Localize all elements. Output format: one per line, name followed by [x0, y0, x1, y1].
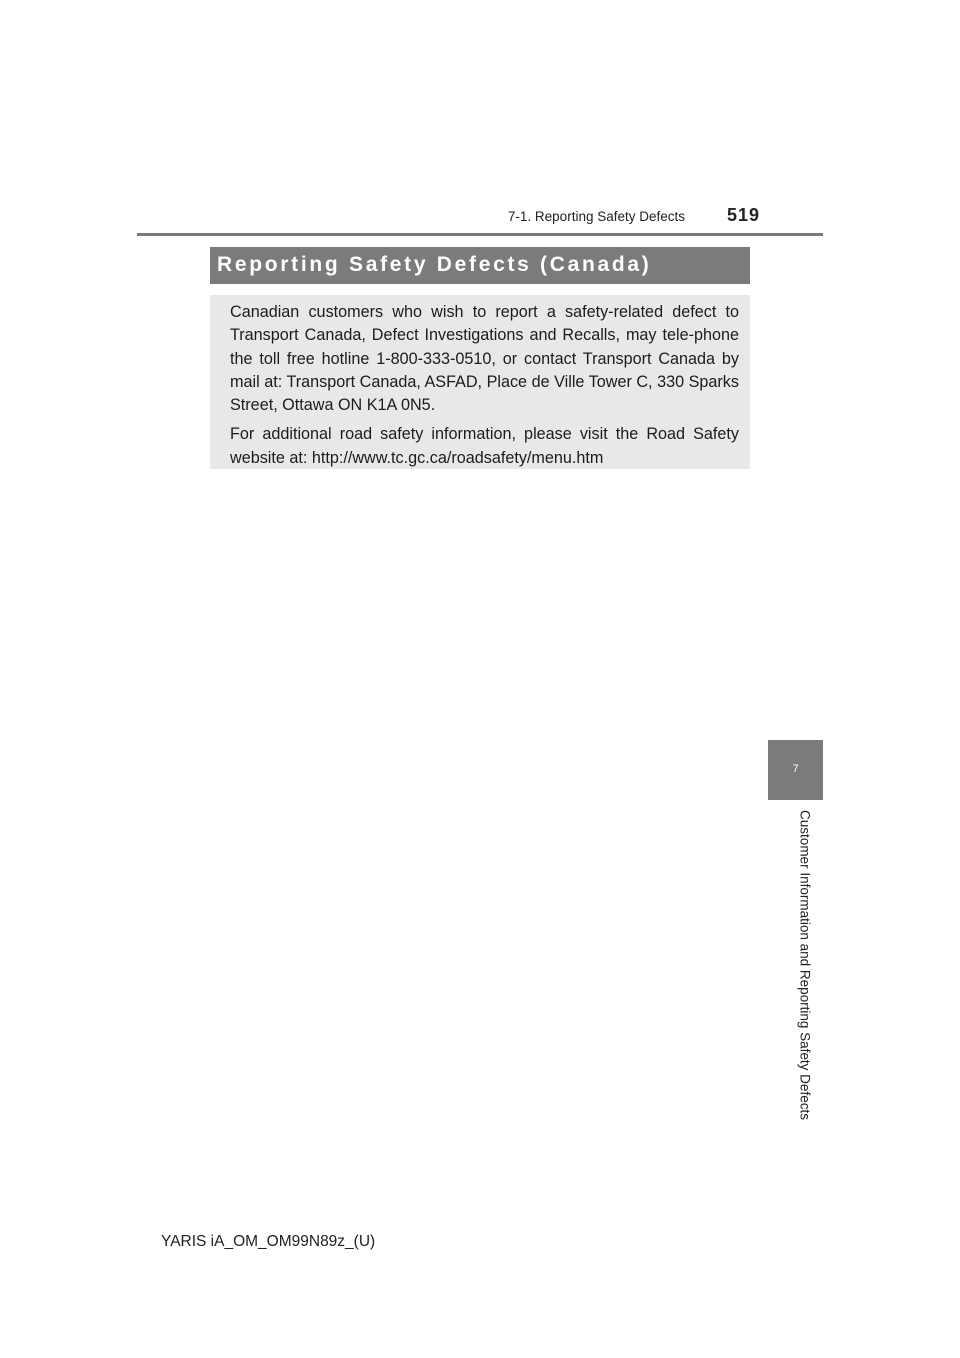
chapter-side-title: Customer Information and Reporting Safety Defects: [797, 810, 813, 1120]
section-reference: 7-1. Reporting Safety Defects: [507, 209, 685, 224]
chapter-tab: [768, 740, 823, 800]
document-code: YARIS iA_OM_OM99N89z_(U): [161, 1233, 376, 1250]
page-number: 519: [726, 205, 760, 225]
paragraph-contact-info: Canadian customers who wish to report a safety-related defect to Transport Canada, Defect Investigations and Recalls, may tele-phone the toll free hotline 1-800-333-0510, or contact Transport Canada by mail at: Transport Canada, ASFAD, Place de Ville Tower C, 330 Sparks Street, Ottawa ON K1A 0N5.: [230, 303, 739, 415]
running-head: [400, 205, 760, 231]
content-box: [210, 295, 750, 469]
header-divider: [137, 233, 823, 236]
section-title: Reporting Safety Defects (Canada): [217, 253, 652, 276]
paragraph-road-safety: For additional road safety information, please visit the Road Safety website at: http://www.tc.gc.ca/roadsafety/menu.htm: [230, 425, 739, 467]
chapter-number: 7: [792, 763, 799, 775]
section-title-bar: [210, 247, 750, 284]
